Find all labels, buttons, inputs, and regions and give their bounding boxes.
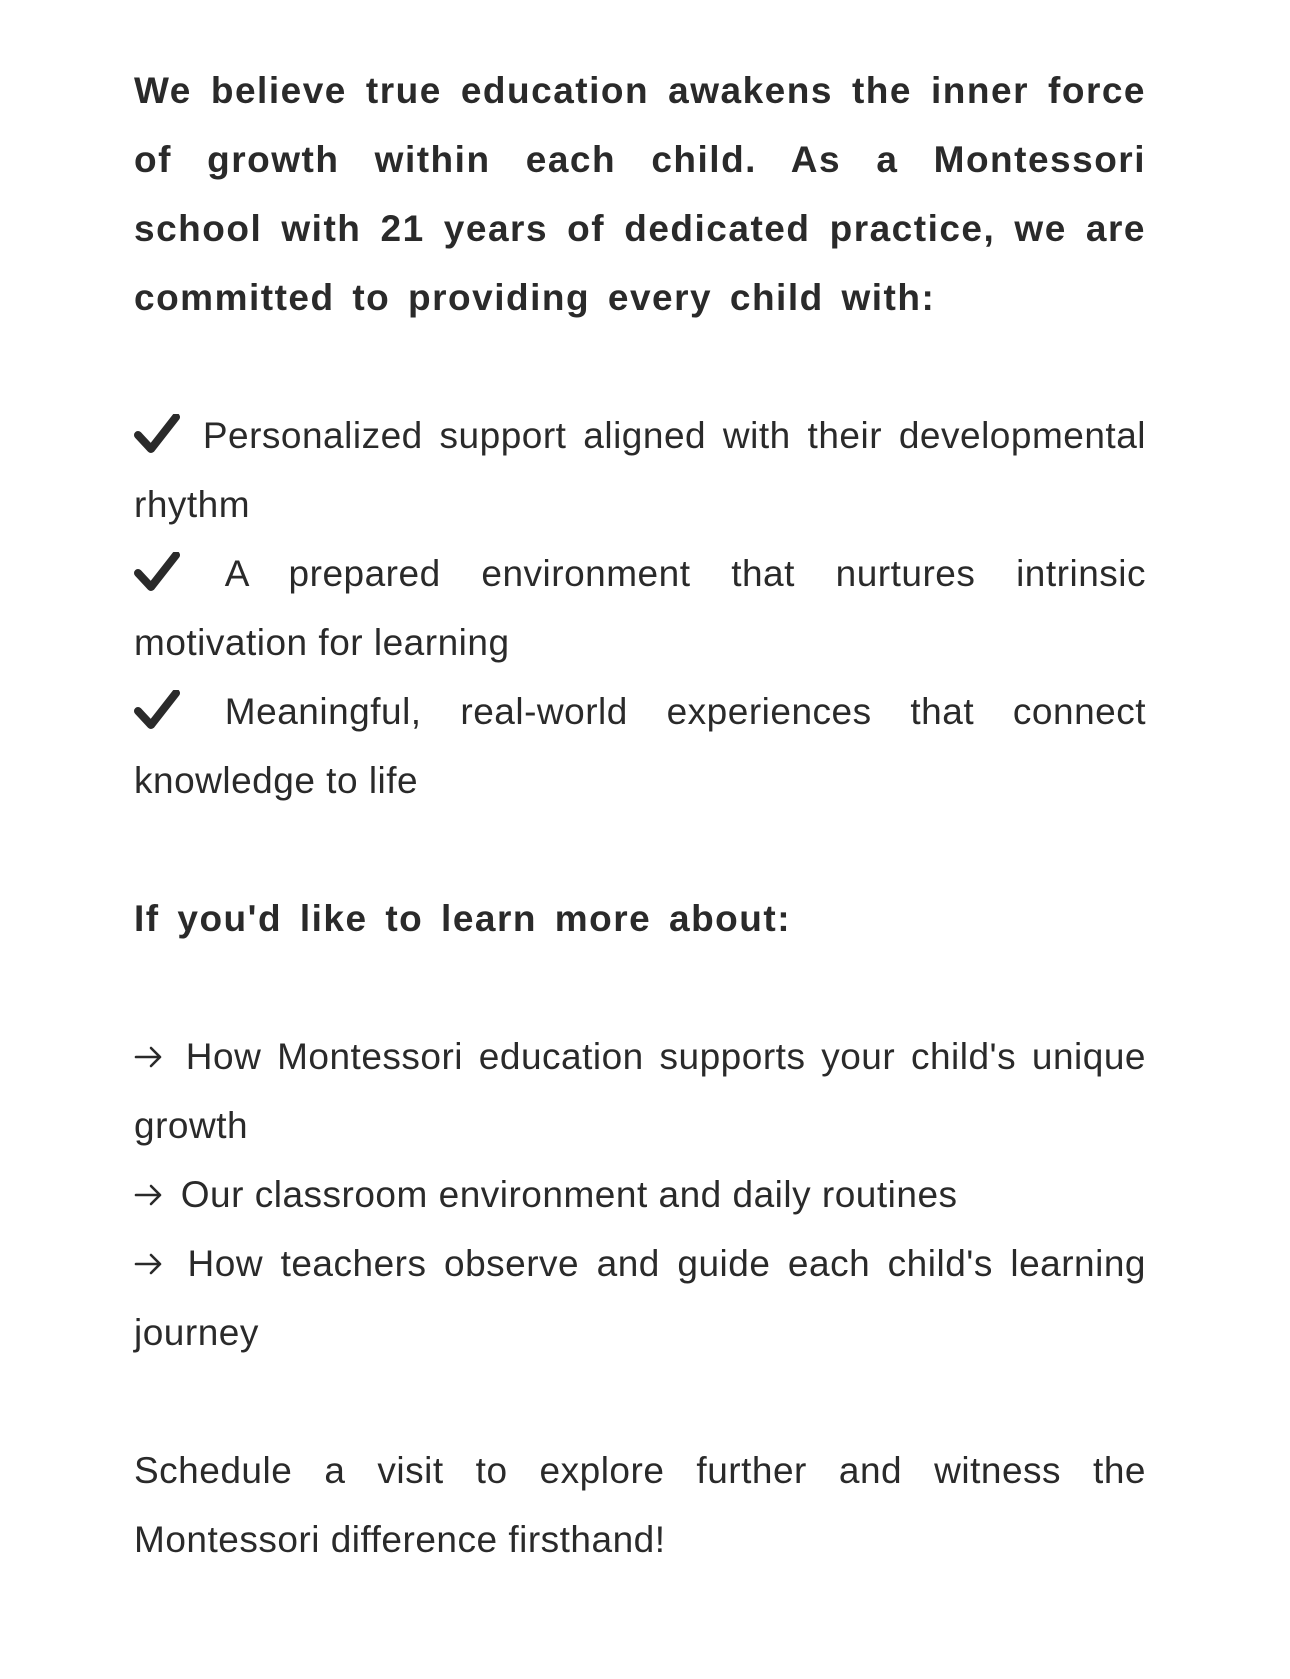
learn-more-text: How Montessori education supports your child's unique growth	[134, 1036, 1146, 1146]
article-body	[134, 56, 1146, 1574]
spacer	[134, 1367, 1146, 1436]
check-icon	[134, 690, 180, 730]
benefit-item	[134, 539, 1146, 677]
spacer	[134, 953, 1146, 1022]
arrow-right-icon	[134, 1045, 164, 1069]
learn-more-item	[134, 1160, 1146, 1229]
benefit-text: Meaningful, real-world experiences that connect knowledge to life	[134, 691, 1147, 801]
benefit-text: Personalized support aligned with their developmental rhythm	[134, 415, 1147, 525]
check-icon	[134, 414, 180, 454]
benefit-text: A prepared environment that nurtures intrinsic motivation for learning	[134, 553, 1146, 663]
arrow-right-icon	[134, 1183, 164, 1207]
learn-more-item	[134, 1229, 1146, 1367]
benefit-item	[134, 401, 1146, 539]
closing-paragraph: Schedule a visit to explore further and witness the Montessori difference firsthand!	[134, 1450, 1146, 1560]
benefit-item	[134, 677, 1146, 815]
spacer	[134, 815, 1146, 884]
spacer	[134, 332, 1146, 401]
learn-more-text: How teachers observe and guide each child's learning journey	[134, 1243, 1147, 1353]
learn-more-text: Our classroom environment and daily routines	[180, 1174, 958, 1215]
check-icon	[134, 552, 180, 592]
learn-more-item	[134, 1022, 1146, 1160]
intro-paragraph: We believe true education awakens the inner force of growth within each child. As a Montessori school with 21 years of dedicated practice, we are committed to providing every child with:	[134, 70, 1146, 318]
arrow-right-icon	[134, 1252, 164, 1276]
learn-more-heading: If you'd like to learn more about:	[134, 898, 792, 939]
